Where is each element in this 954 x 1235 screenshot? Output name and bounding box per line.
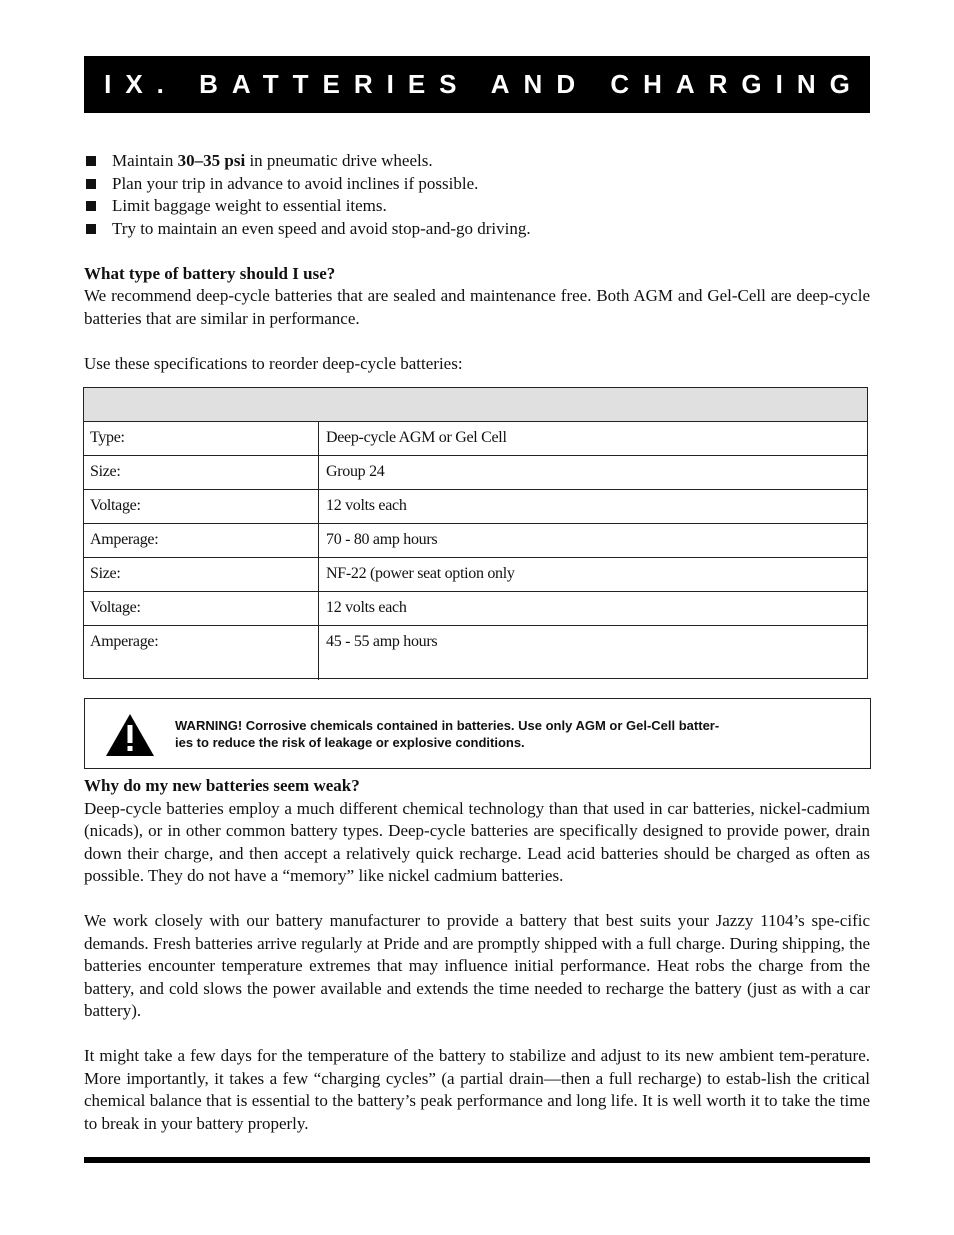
warning-box xyxy=(84,698,871,769)
spec-intro: Use these specifications to reorder deep-cycle batteries: xyxy=(84,353,463,373)
table-row xyxy=(84,626,867,680)
battery-spec-table xyxy=(83,387,868,679)
weak-batteries-section xyxy=(84,775,870,1135)
table-row xyxy=(84,592,867,626)
spec-value: 45 - 55 amp hours xyxy=(326,633,438,650)
section-title: IX. BATTERIES AND CHARGING xyxy=(104,69,864,99)
spec-value: 70 - 80 amp hours xyxy=(326,531,438,548)
table-row xyxy=(84,490,867,524)
warning-text: WARNING! Corrosive chemicals contained in batteries. Use only AGM or Gel-Cell batter- ies to reduce the risk of leakage or explosive conditions. xyxy=(175,717,720,750)
section-title-bar xyxy=(84,56,870,113)
bottom-divider xyxy=(84,1157,870,1163)
bullet-square-icon xyxy=(86,224,96,234)
paragraph: Deep-cycle batteries employ a much different chemical technology than that used in car batteries, nickel-cadmium (nicads), or in other common battery types. Deep-cycle batteries are specifically designed to provide power, drain down their charge, and then accept a relatively quick recharge. Lead acid batteries should be charged as often as possible. They do not have a “memory” like nickel cadmium batteries. xyxy=(84,798,870,885)
spec-label: Amperage: xyxy=(84,626,319,680)
spec-value: Deep-cycle AGM or Gel Cell xyxy=(326,429,507,446)
table-header xyxy=(84,388,867,422)
list-item: Try to maintain an even speed and avoid stop-and-go driving. xyxy=(84,218,870,241)
table-row xyxy=(84,558,867,592)
paragraph: It might take a few days for the temperature of the battery to stabilize and adjust to its new ambient tem-perature. More importantly, it takes a few “charging cycles” (a partial drain—then a full recharge) to estab-lish the critical chemical balance that is essential to the battery’s peak performance and long life. It is well worth it to take the time to break in your battery properly. xyxy=(84,1046,870,1133)
tips-list xyxy=(84,150,870,240)
spec-value: 12 volts each xyxy=(326,599,407,616)
spec-label: Size: xyxy=(84,456,319,489)
spec-value: 12 volts each xyxy=(326,497,407,514)
spec-value: NF-22 (power seat option only xyxy=(326,565,515,582)
list-item: Maintain 30–35 psi in pneumatic drive wheels. xyxy=(84,150,870,173)
intro-section xyxy=(84,150,870,375)
weak-batteries-heading: Why do my new batteries seem weak? xyxy=(84,776,360,795)
table-row xyxy=(84,456,867,490)
spec-label: Voltage: xyxy=(84,592,319,625)
spec-value: Group 24 xyxy=(326,463,385,480)
list-item: Plan your trip in advance to avoid inclines if possible. xyxy=(84,173,870,196)
battery-type-heading: What type of battery should I use? xyxy=(84,263,336,283)
spec-label: Size: xyxy=(84,558,319,591)
bullet-square-icon xyxy=(86,201,96,211)
spec-label: Type: xyxy=(84,422,319,455)
battery-type-paragraph: We recommend deep-cycle batteries that are sealed and maintenance free. Both AGM and Gel-Cell are deep-cycle batteries that are similar in performance. xyxy=(84,286,870,328)
warning-triangle-icon xyxy=(85,712,175,756)
paragraph: We work closely with our battery manufacturer to provide a battery that best suits your Jazzy 1104’s spe-cific demands. Fresh batteries arrive regularly at Pride and are promptly shipped with a full charge. During shipping, the batteries encounter temperature extremes that may influence initial performance. Heat robs the charge from the battery, and cold slows the power available and extends the time needed to recharge the battery (just as with a car battery). xyxy=(84,911,870,1020)
spec-label: Amperage: xyxy=(84,524,319,557)
spec-label: Voltage: xyxy=(84,490,319,523)
bullet-square-icon xyxy=(86,179,96,189)
table-row xyxy=(84,422,867,456)
bullet-square-icon xyxy=(86,156,96,166)
table-row xyxy=(84,524,867,558)
list-item: Limit baggage weight to essential items. xyxy=(84,195,870,218)
